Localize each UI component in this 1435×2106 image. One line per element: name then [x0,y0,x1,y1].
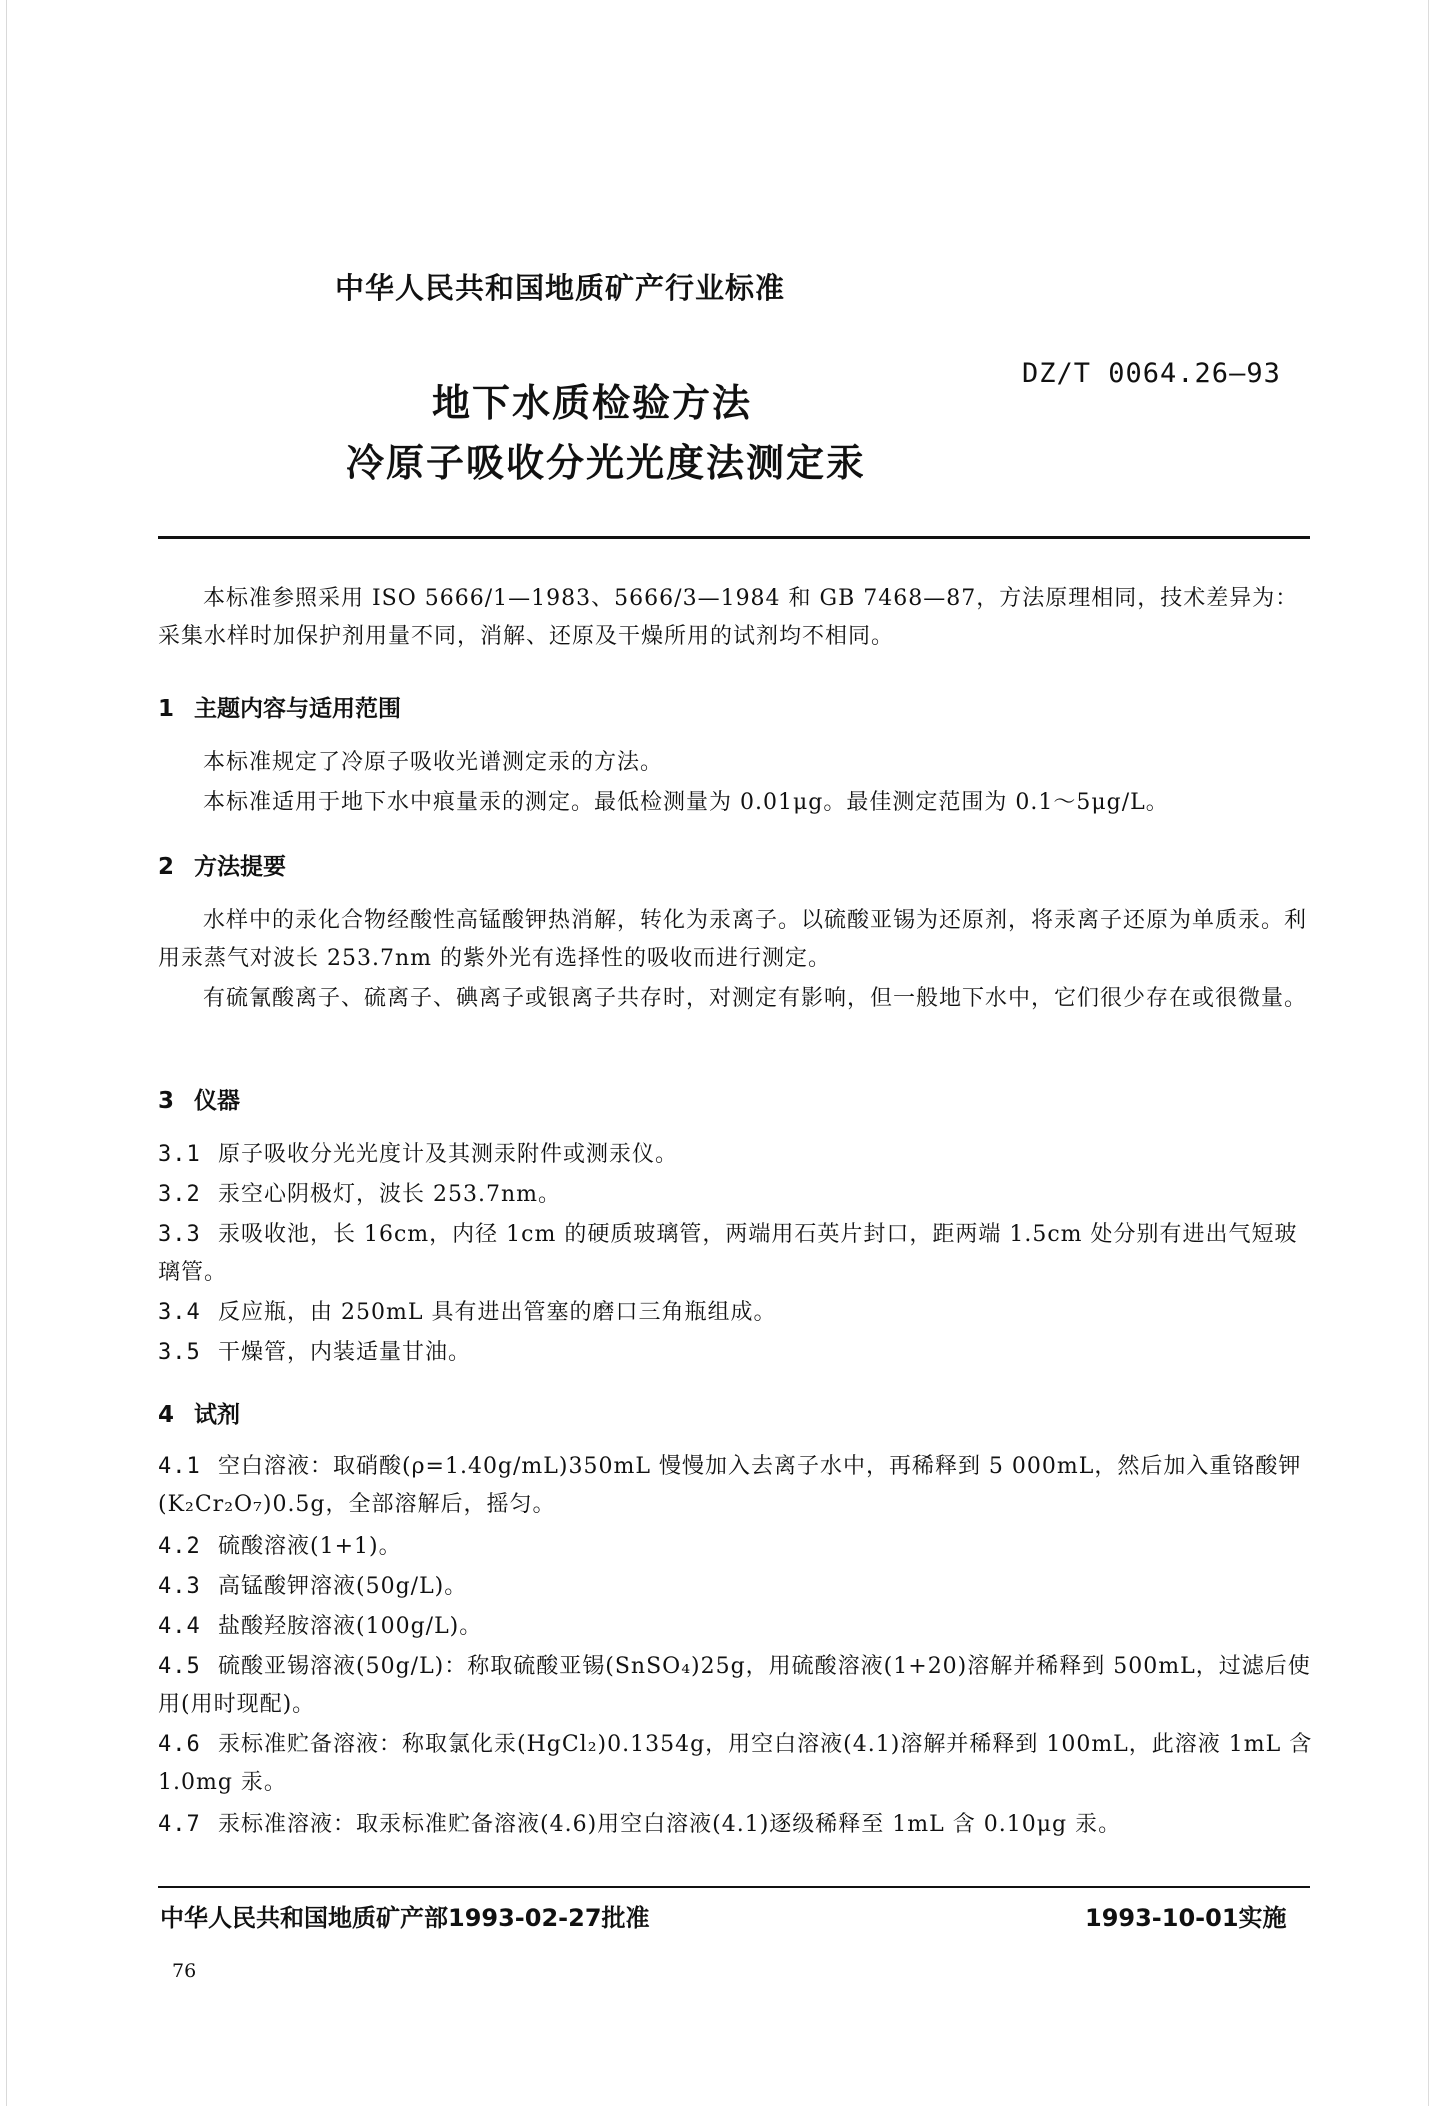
item-number: 3.4 [158,1300,201,1325]
item-number: 4.6 [158,1732,201,1757]
item-text: 高锰酸钾溶液(50g/L)。 [218,1574,468,1599]
item-text: 汞空心阴极灯，波长 253.7nm。 [218,1182,562,1207]
item-3-4 [158,1294,1313,1332]
standard-code: DZ/T 0064.26—93 [1022,358,1281,389]
item-text: 汞标准溶液：取汞标准贮备溶液(4.6)用空白溶液(4.1)逐级稀释至 1mL 含 0.10μg 汞。 [218,1812,1122,1837]
item-text: 盐酸羟胺溶液(100g/L)。 [218,1614,483,1639]
item-number: 3.2 [158,1182,201,1207]
item-3-5 [158,1334,1313,1372]
item-text: 硫酸亚锡溶液(50g/L)：称取硫酸亚锡(SnSO₄)25g，用硫酸溶液(1+20)溶解并稀释到 500mL，过滤后使用(用时现配)。 [158,1654,1311,1717]
section-number: 3 [158,1088,175,1114]
item-3-3 [158,1216,1313,1292]
section-3-heading [158,1082,240,1115]
item-number: 4.2 [158,1534,201,1559]
document-title-line1: 地下水质检验方法 [432,381,753,425]
item-number: 4.3 [158,1574,201,1599]
intro-paragraph: 本标准参照采用 ISO 5666/1—1983、5666/3—1984 和 GB 7468—87，方法原理相同，技术差异为：采集水样时加保护剂用量不同，消解、还原及干燥所用的试剂均不相同。 [158,586,1299,649]
item-number: 4.1 [158,1454,201,1479]
section-2-heading [158,848,286,881]
item-text: 反应瓶，由 250mL 具有进出管塞的磨口三角瓶组成。 [218,1300,777,1325]
item-4-5 [158,1648,1313,1724]
section-title: 方法提要 [194,854,286,880]
section-number: 2 [158,854,175,880]
item-text: 原子吸收分光光度计及其测汞附件或测汞仪。 [218,1142,679,1167]
approval-text: 中华人民共和国地质矿产部1993-02-27批准 [160,1904,650,1932]
document-title-line2: 冷原子吸收分光光度法测定汞 [346,441,867,485]
section-2-paragraph-2: 有硫氰酸离子、硫离子、碘离子或银离子共存时，对测定有影响，但一般地下水中，它们很少存在或很微量。 [203,986,1308,1011]
section-1-paragraph-1: 本标准规定了冷原子吸收光谱测定汞的方法。 [203,750,664,775]
page-number: 76 [172,1960,197,1982]
section-title: 主题内容与适用范围 [194,696,401,722]
scan-edge-right [1428,0,1429,2106]
item-number: 3.1 [158,1142,201,1167]
item-number: 3.3 [158,1222,201,1247]
item-3-1 [158,1136,1313,1174]
section-number: 1 [158,696,175,722]
scan-edge-left [6,0,7,2106]
section-title: 仪器 [194,1088,240,1114]
effective-date: 1993-10-01实施 [1085,1904,1287,1932]
header-divider [158,536,1310,539]
section-1-paragraph-2: 本标准适用于地下水中痕量汞的测定。最低检测量为 0.01μg。最佳测定范围为 0.1～5μg/L。 [203,790,1169,815]
item-4-7 [158,1806,1313,1844]
item-number: 4.4 [158,1614,201,1639]
item-text: 空白溶液：取硝酸(ρ=1.40g/mL)350mL 慢慢加入去离子水中，再稀释到 5 000mL，然后加入重铬酸钾(K₂Cr₂O₇)0.5g，全部溶解后，摇匀。 [158,1454,1302,1517]
section-2-paragraph-1: 水样中的汞化合物经酸性高锰酸钾热消解，转化为汞离子。以硫酸亚锡为还原剂，将汞离子还原为单质汞。利用汞蒸气对波长 253.7nm 的紫外光有选择性的吸收而进行测定。 [158,908,1308,971]
item-number: 4.7 [158,1812,201,1837]
section-title: 试剂 [194,1402,240,1428]
item-4-1 [158,1448,1313,1524]
item-4-3 [158,1568,1313,1606]
item-text: 硫酸溶液(1+1)。 [218,1534,402,1559]
item-3-2 [158,1176,1313,1214]
item-4-2 [158,1528,1313,1566]
section-1-heading [158,690,401,723]
item-number: 4.5 [158,1654,201,1679]
item-number: 3.5 [158,1340,201,1365]
section-4-heading [158,1396,240,1429]
section-number: 4 [158,1402,175,1428]
item-text: 汞吸收池，长 16cm，内径 1cm 的硬质玻璃管，两端用石英片封口，距两端 1.5cm 处分别有进出气短玻璃管。 [158,1222,1298,1285]
item-4-4 [158,1608,1313,1646]
standard-name: 中华人民共和国地质矿产行业标准 [335,271,786,305]
item-4-6 [158,1726,1313,1802]
item-text: 汞标准贮备溶液：称取氯化汞(HgCl₂)0.1354g，用空白溶液(4.1)溶解并稀释到 100mL，此溶液 1mL 含 1.0mg 汞。 [158,1732,1313,1795]
footer-divider [158,1886,1310,1888]
item-text: 干燥管，内装适量甘油。 [218,1340,472,1365]
